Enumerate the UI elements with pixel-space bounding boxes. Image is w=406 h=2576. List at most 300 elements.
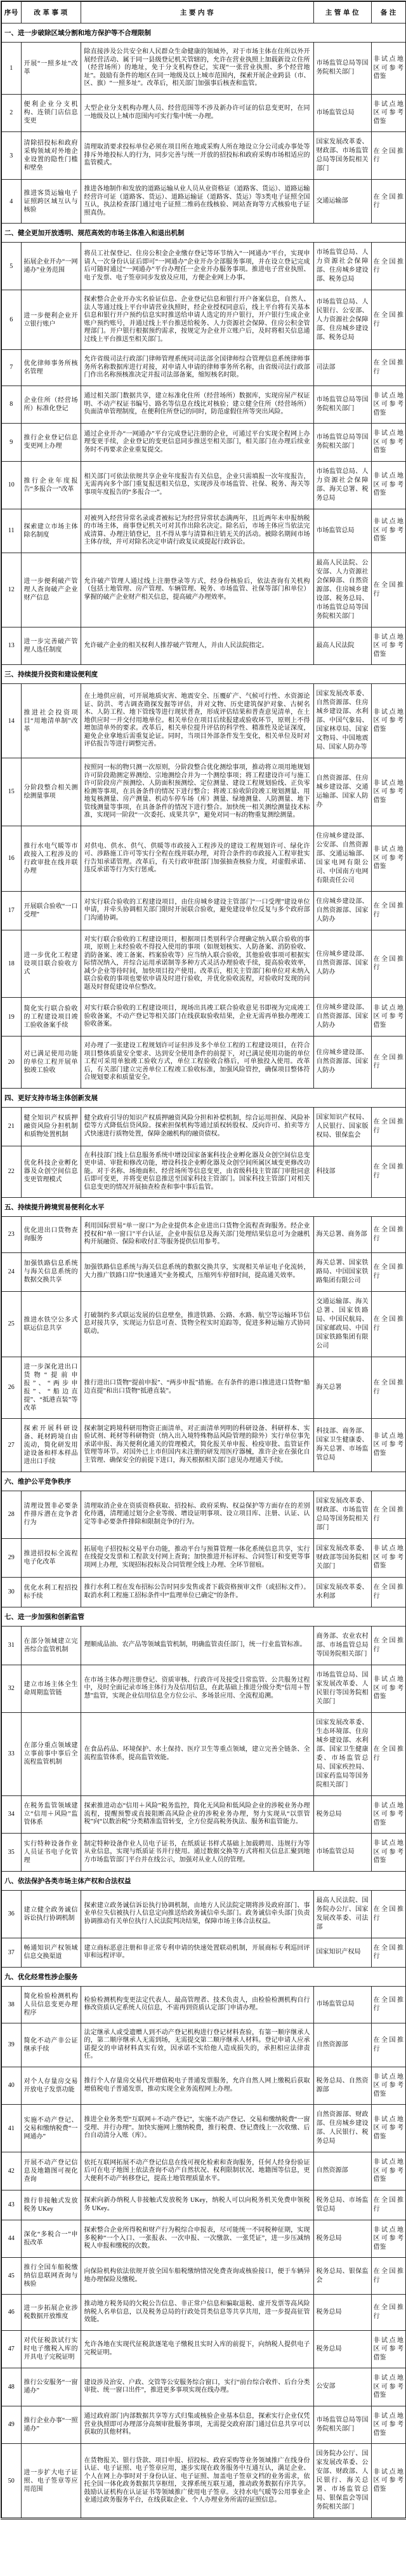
row-number-cell: 16 — [1, 826, 21, 891]
reform-item-cell: 在部分重点领域建立事前事中事后全流程监管机制 — [21, 1712, 81, 1795]
main-content-cell: 检验检测机构变更法定代表人、最高管理者、技术负责人，由检验检测机构自行修改资质认定系统人员信息，不需再到资质认定部门申请办理。 — [81, 1986, 313, 2023]
remark-cell: 在全国推行 — [371, 1146, 406, 1198]
responsible-unit-cell: 海关总署 — [313, 1357, 371, 1418]
section-title: 五、持续提升跨境贸易便利化水平 — [1, 1198, 406, 1217]
table-row — [1, 1252, 406, 1291]
responsible-unit-cell: 国家发展改革委、水利部 — [313, 1577, 371, 1607]
table-header-row — [1, 1, 406, 23]
responsible-unit-cell: 市场监管总局、人力资源社会保障部、住房城乡建设部、税务总局 — [313, 243, 371, 290]
row-number-cell: 49 — [1, 2406, 21, 2444]
section-header-row — [1, 665, 406, 684]
table-row — [1, 2258, 406, 2295]
table-row — [1, 1795, 406, 1834]
main-content-cell: 在食品药品、环境保护、水土保持、医疗卫生等重点领域，建立完善全链条、全流程监管体系，提高监管效能。 — [81, 1712, 313, 1795]
reform-item-cell: 推行全国车船税缴纳信息联网查询与核验 — [21, 2258, 81, 2295]
table-row — [1, 1986, 406, 2023]
responsible-unit-cell: 市场监管总局等国务院相关部门 — [313, 2406, 371, 2444]
row-number-cell: 17 — [1, 891, 21, 930]
row-number-cell: 35 — [1, 1834, 21, 1872]
responsible-unit-cell: 市场监管总局等国务院相关部门 — [313, 386, 371, 424]
responsible-unit-cell: 住房城乡建设部、自然资源部、国家人防办 — [313, 1036, 371, 1089]
remark-cell: 非试点地区可参考借鉴 — [371, 1795, 406, 1834]
responsible-unit-cell: 交通运输部、海关总署、国家铁路局、中国民航局、国家邮政局、中国国家铁路集团有限公司 — [313, 1291, 371, 1357]
table-row — [1, 424, 406, 462]
responsible-unit-cell: 市场监管总局 — [313, 94, 371, 132]
section-title: 七、进一步加强和创新监管 — [1, 1607, 406, 1626]
section-title: 八、依法保护各类市场主体产权和合法权益 — [1, 1871, 406, 1890]
row-number-cell: 8 — [1, 386, 21, 424]
reform-item-cell: 深化“多税合一”申报改革 — [21, 2220, 81, 2258]
row-number-cell: 26 — [1, 1357, 21, 1418]
row-number-cell: 36 — [1, 1890, 21, 1938]
responsible-unit-cell: 最高人民法院 — [313, 627, 371, 665]
section-title: 九、优化经常性涉企服务 — [1, 1967, 406, 1986]
main-content-cell: 允许破产管理人通过线上注册登录等方式，经身份核验后，依法查询有关机构（包括土地管理、房产管理、车辆管理、税务、市场监管、社保等部门和单位）掌握的破产企业财产相关信息，提高破产办理效率。 — [81, 553, 313, 627]
responsible-unit-cell: 交通运输部 — [313, 180, 371, 224]
remark-cell: 非试点地区可参考借鉴 — [371, 2220, 406, 2258]
main-content-cell: 通过企业开办“一网通办”平台完成登记注册的企业，可通过平台实现全程网上办理变更手续，企业登记的变更信息同步推送至相关部门，相关部门在办理后续业务时不再要求企业重复提交。 — [81, 424, 313, 462]
remark-cell: 非试点地区可参考借鉴 — [371, 94, 406, 132]
row-number-cell: 32 — [1, 1665, 21, 1712]
section-title: 一、进一步破除区域分割和地方保护等不合理限制 — [1, 23, 406, 43]
reform-item-cell: 对已满足使用功能的单位工程开展单独竣工验收 — [21, 1036, 81, 1089]
remark-cell: 在全国推行 — [371, 1938, 406, 1967]
remark-cell: 在全国推行 — [371, 1890, 406, 1938]
reform-item-cell: 实行特种设备作业人员证书电子化管理 — [21, 1834, 81, 1872]
row-number-cell: 41 — [1, 2105, 21, 2152]
main-content-cell: 在货物报关、银行贷款、项目申报、招投标、政府采购等业务领域推广在线身份认证、电子证照、电子签章应用，逐步实现在政务服务中互通互认，满足企业、个人在网上办事时对于身份认证、电子证照、加盖电子签章文档的业务需求，依托全国一体化政务数据共享枢纽，支撑系统互联互通，推动政务数据有序共享。鼓励认证机构在认证证书等领域推广使用电子签章。支持水电气暖等公用事业企业通过政务服务平台，在线获取企业、个人办理业务所需的证照信息。 — [81, 2444, 313, 2519]
main-content-cell: 打破制约多式联运发展的信息壁垒，推进铁路、公路、水路、航空等运输环节信息对接共享，实现运力信息可查、货物全程实时追踪等，促进多种运输方式协同联动。 — [81, 1291, 313, 1357]
reform-item-cell: 在税务监管领域建立“信用＋风险”监管体系 — [21, 1795, 81, 1834]
reform-item-cell: 推进客货运输电子证照跨区域互认与核验 — [21, 180, 81, 224]
responsible-unit-cell: 市场监管总局等国务院相关部门 — [313, 424, 371, 462]
main-content-cell: 对实行联合验收的工程建设项目，由住房城乡建设主管部门“一口受理”建设单位申请，并牵头协调相关部门限时开展联合验收，避免建设单位反复与多个政府部门沟通协调。 — [81, 891, 313, 930]
row-number-cell: 48 — [1, 2368, 21, 2406]
reform-item-cell: 开展不动产登记信息及地籍图可视化查询 — [21, 2152, 81, 2190]
main-content-cell: 探索整合企业开办实名验证信息、企业登记信息和银行开户备案信息，自然人、法人等通过线上平台申请营业执照时，经企业授权同意后，线上平台将有关基本信息和银行开户预约信息实时推送给申请人选定的开户银行，开户银行生成企业账户预约账号，并通过线上平台推送给税务、人力资源社会保障、住房公积金管理部门。开户银行根据预约需求，按规定为企业开立账户后，及时将相关信息通过线上平台推送至相关部门。 — [81, 290, 313, 350]
reform-item-cell: 推进招投标全流程电子化改革 — [21, 1538, 81, 1577]
responsible-unit-cell: 国家发展改革委、自然资源部、住房城乡建设部、水利部、中国气象局、国家林草局、国家文物局、中国地震局、国家人防办等 — [313, 684, 371, 758]
remark-cell: 非试点地区可参考借鉴 — [371, 826, 406, 891]
reform-item-cell: 进一步扩大电子证照、电子签章等应用范围 — [21, 2444, 81, 2519]
responsible-unit-cell: 自然资源部、财政部、住房城乡建设部、人民银行、税务总局 — [313, 2105, 371, 2152]
remark-cell: 非试点地区可参考借鉴 — [371, 2105, 406, 2152]
responsible-unit-cell: 税务总局 — [313, 1795, 371, 1834]
main-content-cell: 加强铁路信息系统与海关信息系统的数据交换共享，实现相关单证电子化流转，大力推广铁路口岸“快速通关”业务模式，压缩列车停留时间，提高通关效率。 — [81, 1252, 313, 1291]
main-content-cell: 在市场主体办理注册登记、资质审核、行政许可及接受日常监管、公共服务过程中，及时全面记录市场主体行为及信用信息，在此基础上推进分级分类“信用＋智慧”监管，实现企业信用信息全方位公示、多场景应用、全流程追溯。 — [81, 1665, 313, 1712]
row-number-cell: 43 — [1, 2190, 21, 2220]
remark-cell: 非试点地区可参考借鉴 — [371, 1834, 406, 1872]
responsible-unit-cell: 司法部 — [313, 350, 371, 386]
remark-cell: 在全国推行 — [371, 1577, 406, 1607]
main-content-cell: 探索制定跨境科研用物资正面清单，对正面清单列明的科研设备、科研样本、实验试剂、耗材等科研物资（纳入出入境特殊物品风险管理的除外）实行单位事先承诺申报、海关便利化通关的管理模式，简化报关单申报、检疫审批、监管证件管理等环节。对国外已上市但国内未注册的研发用医疗器械，准许企业在强化自主管理、确保安全的前提下进口，海关根据相关部门意见办理通关手续。 — [81, 1418, 313, 1472]
table-row — [1, 930, 406, 998]
remark-cell: 在全国推行 — [371, 350, 406, 386]
row-number-cell: 23 — [1, 1217, 21, 1253]
responsible-unit-cell: 最高人民法院、公安部、人力资源社会保障部、自然资源部、住房城乡建设部、税务总局、市场监管总局等国务院相关部门 — [313, 553, 371, 627]
main-content-cell: 通过相关部门数据共享，建立标准化住所（经营场所）数据库，实现房屋产权证明、不动产权证书编号、路名等信息在线比对核验；建立健全住所（经营场所）负面清单管理制度，在便利住所登记的同时，防范虚假住所等突出风险。 — [81, 386, 313, 424]
main-content-cell: 清理取消要求投标单位必须在项目所在地或采购人所在地设立分公司或办事处等排斥外地投标人的行为，同步完善与统一开放的招投标和政府采购市场相适应的监管模式。 — [81, 132, 313, 180]
row-number-cell: 11 — [1, 509, 21, 553]
main-content-cell: 允许省级司法行政部门律师管理系统同司法部全国律师综合管理信息系统律师事务所名称数据库进行对接，对申请人申请的律师事务所名称，由省级司法行政部门作出名称预核准决定并报司法部备案，缩短核名时限。 — [81, 350, 313, 386]
reform-item-cell: 探索建立市场主体除名制度 — [21, 509, 81, 553]
responsible-unit-cell: 税务总局、银保监会 — [313, 2258, 371, 2295]
responsible-unit-cell: 国家发展改革委、财政部、市场监管总局等国务院相关部门 — [313, 132, 371, 180]
remark-cell: 在全国推行 — [371, 2295, 406, 2331]
remark-cell: 在全国推行 — [371, 1036, 406, 1089]
responsible-unit-cell: 住房城乡建设部、自然资源部、国家人防办 — [313, 930, 371, 998]
table-row — [1, 1665, 406, 1712]
remark-cell: 在全国推行 — [371, 1217, 406, 1253]
main-content-cell: 依托互联网拓展不动产登记信息在线可视化检索和查询服务，任何人经身份验证后可在电子地图上依法查询不动产自然状况、权利限制状况、地籍图等信息，更大便利不动产转移登记，提高土地管理质量水平。 — [81, 2152, 313, 2190]
table-row — [1, 1577, 406, 1607]
row-number-cell: 19 — [1, 998, 21, 1036]
reform-item-cell: 分阶段整合相关测绘测量事项 — [21, 758, 81, 826]
main-content-cell: 利用国际贸易“单一窗口”为企业提供本企业进出口货物全流程查询服务。经企业授权和“单一窗口”平台认证，企业申报信息及海关部门处理结果信息可为金融机构开展融资、保险和收付汇等服务提供信用参考。 — [81, 1217, 313, 1253]
row-number-cell: 40 — [1, 2067, 21, 2105]
row-number-cell: 31 — [1, 1626, 21, 1665]
main-content-cell: 理顺成品油、农产品等领域监管机制，明确监管责任部门，统一行业监管标准。 — [81, 1626, 313, 1665]
responsible-unit-cell: 海关总署、国家铁路局、中国国家铁路集团有限公司 — [313, 1252, 371, 1291]
section-header-row — [1, 1472, 406, 1491]
reform-item-cell: 优化科技企业孵化器及众创空间信息变更管理模式 — [21, 1146, 81, 1198]
row-number-cell: 7 — [1, 350, 21, 386]
table-row — [1, 1107, 406, 1146]
main-content-cell: 建设涉及治安、户政、交管等公安服务综合窗口，实行“前台综合收件、后台分类审批、统一窗口出件”，推进更多事项实现在线办理。 — [81, 2368, 313, 2406]
reform-item-cell: 畅通知识产权领域信息交换渠道 — [21, 1938, 81, 1967]
remark-cell: 非试点地区可参考借鉴 — [371, 509, 406, 553]
reform-item-cell: 进一步便利企业开立银行账户 — [21, 290, 81, 350]
reform-item-cell: 清除招投标和政府采购领域对外地企业设置的隐性门槛和壁垒 — [21, 132, 81, 180]
table-row — [1, 1938, 406, 1967]
table-row — [1, 2105, 406, 2152]
responsible-unit-cell: 国家知识产权局、人民银行、国家版权局、银保监会 — [313, 1107, 371, 1146]
reform-item-cell: 在部分领域建立完善综合监管机制 — [21, 1626, 81, 1665]
main-content-cell: 推进各地制作和发放的道路运输从业人员从业资格证（道路客、货运）、道路运输经营许可证（道路客、货运）、道路运输证（道路客、货运）等3类电子证照全国互认，执法检查部门通过电子证照二维码在线核验、网站查询等方式核验电子证照真伪。 — [81, 180, 313, 224]
col-header-serial-no: 序号 — [1, 1, 21, 23]
reform-item-cell: 推行公安服务“一窗通办” — [21, 2368, 81, 2406]
remark-cell: 非试点地区可参考借鉴 — [371, 758, 406, 826]
table-row — [1, 1418, 406, 1472]
row-number-cell: 33 — [1, 1712, 21, 1795]
row-number-cell: 12 — [1, 553, 21, 627]
table-row — [1, 1538, 406, 1577]
remark-cell: 非试点地区可参考借鉴 — [371, 627, 406, 665]
main-content-cell: 将员工社保登记、住房公积金企业缴存登记等环节纳入“一网通办”平台，实现申请人一次身份认证后即可“一网通办”企业开办全部服务事项，并在设立登记完成后可随时通过“一网通办”平台办理任一企业开办服务事项。推进电子营业执照、电子发票、电子签章同步发放及应用，方便企业网上办事。 — [81, 243, 313, 290]
table-row — [1, 1712, 406, 1795]
section-header-row — [1, 23, 406, 43]
reform-item-cell: 简化检验检测机构人员信息变更办理程序 — [21, 1986, 81, 2023]
row-number-cell: 3 — [1, 132, 21, 180]
responsible-unit-cell: 税务总局、市场监管总局 — [313, 2190, 371, 2220]
table-row — [1, 826, 406, 891]
table-row — [1, 1036, 406, 1089]
reform-item-cell: 清理设置非必要条件排斥潜在竞争者行为 — [21, 1491, 81, 1538]
section-title: 四、更好支持市场主体创新发展 — [1, 1088, 406, 1107]
responsible-unit-cell: 住房城乡建设部、自然资源部、国家人防办 — [313, 891, 371, 930]
reform-item-cell: 进一步深化进出口货物“提前申报”、“两步申报”、“船边直提”、“抵港直装”等改革 — [21, 1357, 81, 1418]
row-number-cell: 22 — [1, 1146, 21, 1198]
remark-cell: 非试点地区可参考借鉴 — [371, 2368, 406, 2406]
reform-item-cell: 建立健全政务诚信诉讼执行协调机制 — [21, 1890, 81, 1938]
row-number-cell: 27 — [1, 1418, 21, 1472]
table-row — [1, 132, 406, 180]
table-row — [1, 509, 406, 553]
remark-cell: 在全国推行 — [371, 930, 406, 998]
main-content-cell: 在科技部门线上信息服务系统中增设国家备案科技企业孵化器及众创空间信息变更申请、审批和修改功能，增设科技企业孵化器及众创空间所属区域变更修改功能。对于名称、场地面积、经营场所等信息变更，由省级科技主管部门审批同意后即可变更，并将变更信息推送至国家科技主管部门。国家科技主管部门对相关信息变更的情况开展抽查检查和事中事后监管。 — [81, 1146, 313, 1198]
remark-cell: 非试点地区可参考借鉴 — [371, 2406, 406, 2444]
section-title: 三、持续提升投资和建设便利度 — [1, 665, 406, 684]
reform-item-cell: 加强铁路信息系统与海关信息系统的数据交换共享 — [21, 1252, 81, 1291]
table-row — [1, 627, 406, 665]
row-number-cell: 50 — [1, 2444, 21, 2519]
row-number-cell: 2 — [1, 94, 21, 132]
row-number-cell: 1 — [1, 43, 21, 95]
main-content-cell: 清理取消企业在资质资格获取、招投标、政府采购、权益保护等方面存在的差别化待遇，清理通过划分企业等级、增设证明事项、设立项目库、注册、认证、认定等非必要条件排除和限制竞争的行为。 — [81, 1491, 313, 1538]
remark-cell: 非试点地区可参考借鉴 — [371, 998, 406, 1036]
row-number-cell: 10 — [1, 461, 21, 509]
section-title: 六、维护公平竞争秩序 — [1, 1472, 406, 1491]
remark-cell: 非试点地区可参考借鉴 — [371, 424, 406, 462]
main-content-cell: 探索整合企业所得税和财产行为税综合申报表，尽可能统一不同税种征期，实现多税种“一个入口、一张报表、一次申报、一次缴款、一张凭证”，进一步压减纳税人申报和缴税的次数。 — [81, 2220, 313, 2258]
responsible-unit-cell: 国务院办公厅、国家发展改革委、公安部、财政部、人民银行、海关总署、市场监管总局、银保监会等国务院相关部门 — [313, 2444, 371, 2519]
main-content-cell: 对实行联合验收的工程建设项目，现场出具竣工联合验收意见书即视为完成竣工验收备案，不动产登记等相关部门在线获取验收结果，企业无需再单独办理竣工验收备案。 — [81, 998, 313, 1036]
row-number-cell: 46 — [1, 2295, 21, 2331]
table-row — [1, 180, 406, 224]
remark-cell: 非试点地区可参考借鉴 — [371, 684, 406, 758]
row-number-cell: 30 — [1, 1577, 21, 1607]
row-number-cell: 29 — [1, 1538, 21, 1577]
main-content-cell: 推行个人存量房交易代开增值税电子普通发票服务，允许自然人网上缴税后获取增值税电子普通发票，推动实现全业务流程网上办理。 — [81, 2067, 313, 2105]
row-number-cell: 21 — [1, 1107, 21, 1146]
remark-cell: 非试点地区可参考借鉴 — [371, 2152, 406, 2190]
responsible-unit-cell: 市场监管总局 — [313, 1834, 371, 1872]
main-content-cell: 允许各地在实现代征税款逐笔电子缴税且实时入库的前提下，向纳税人提供电子完税证明。 — [81, 2330, 313, 2368]
row-number-cell: 4 — [1, 180, 21, 224]
remark-cell: 非试点地区可参考借鉴 — [371, 43, 406, 95]
remark-cell: 非试点地区可参考借鉴 — [371, 386, 406, 424]
col-header-responsible-unit: 主 管 单 位 — [313, 1, 371, 23]
main-content-cell: 对办理了一张建设工程规划许可证但涉及多个单位工程的工程建设项目，在符合项目整体质量安全要求、达到安全使用条件的前提下，对已满足使用功能的单位工程可采用单独竣工验收方式，单位工程验收合格后，可单独投入使用。改革后，有关部门建立完善单位工程竣工验收标准，加强风险管控，确保项目整体符合规划要求和质量安全。 — [81, 1036, 313, 1089]
reform-item-cell: 对个人存量房交易开放电子发票功能 — [21, 2067, 81, 2105]
row-number-cell: 15 — [1, 758, 21, 826]
table-row — [1, 43, 406, 95]
table-row — [1, 2295, 406, 2331]
main-content-cell: 在土地供应前，可开展地质灾害、地震安全、压覆矿产、气候可行性、水资源论证、防洪、考古调查勘探发掘等评估，并对文物、历史建筑保护对象、古树名木、人防工程、地下管线等进行现状普查，形成评估结果和普查意见清单，在土地供应时一并交付用地单位。相关单位在项目后续报建或验收环节，原则上不得增加清单外的要求。改革后，相关单位提升评估的科学性、精准性及论证深度，避免企业拿地后需重复论证。同时，当项目外部条件发生变化，相关单位及时对评估报告等进行调整完善。 — [81, 684, 313, 758]
responsible-unit-cell: 国家知识产权局 — [313, 1938, 371, 1967]
reform-item-cell: 简化不动产非公证继承手续 — [21, 2023, 81, 2067]
reform-item-cell: 企业住所（经营场所）标准化登记 — [21, 386, 81, 424]
table-row — [1, 891, 406, 930]
remark-cell: 在全国推行 — [371, 1986, 406, 2023]
remark-cell: 非试点地区可参考借鉴 — [371, 2330, 406, 2368]
remark-cell: 在全国推行 — [371, 1491, 406, 1538]
table-row — [1, 243, 406, 290]
table-row — [1, 2444, 406, 2519]
table-row — [1, 1890, 406, 1938]
row-number-cell: 9 — [1, 424, 21, 462]
responsible-unit-cell: 税务总局 — [313, 2220, 371, 2258]
row-number-cell: 24 — [1, 1252, 21, 1291]
remark-cell: 在全国推行 — [371, 243, 406, 290]
reform-item-cell: 进一步便利破产管理人查询破产企业财产信息 — [21, 553, 81, 627]
remark-cell: 在全国推行 — [371, 132, 406, 180]
table-row — [1, 998, 406, 1036]
reform-item-cell: 优化律师事务所核名管理 — [21, 350, 81, 386]
remark-cell: 非试点地区可参考借鉴 — [371, 1418, 406, 1472]
table-row — [1, 2368, 406, 2406]
row-number-cell: 13 — [1, 627, 21, 665]
reform-item-cell: 优化进出口货物查询服务 — [21, 1217, 81, 1253]
remark-cell: 在全国推行 — [371, 1712, 406, 1795]
reform-item-cell: 推进水铁空公多式联运信息共享 — [21, 1291, 81, 1357]
responsible-unit-cell: 市场监管总局、人力资源社会保障部、海关总署、税务总局 — [313, 461, 371, 509]
table-row — [1, 553, 406, 627]
main-content-cell: 探索建立政务诚信诉讼执行协调机制，由地方人民法院定期将涉及政府部门、事业单位失信被执行人信息定向推送给政务诚信牵头部门。政务诚信牵头部门负责协调推动有关单位执行人民法院判决结果，保障市场主体合法权益。 — [81, 1890, 313, 1938]
remark-cell: 在全国推行 — [371, 1107, 406, 1146]
row-number-cell: 42 — [1, 2152, 21, 2190]
main-content-cell: 健全政府引导的知识产权质押融资风险分担和补偿机制，综合运用担保、风险补偿等方式降低信贷风险。探索担保机构等通过质权转股权、反向许可、拍卖等方式快速进行质物处置，保障金融机构的融资债权。 — [81, 1107, 313, 1146]
responsible-unit-cell: 国家发展改革委、财政部、市场监管总局等国务院相关部门 — [313, 1491, 371, 1538]
table-row — [1, 2220, 406, 2258]
remark-cell: 在全国推行 — [371, 1357, 406, 1418]
table-row — [1, 2067, 406, 2105]
remark-cell: 在全国推行 — [371, 290, 406, 350]
reform-item-cell: 推行水电气暖等市政接入工程涉及的行政审批在线并联办理 — [21, 826, 81, 891]
responsible-unit-cell: 自然资源部 — [313, 2152, 371, 2190]
responsible-unit-cell: 市场监管总局等国务院相关部门 — [313, 43, 371, 95]
main-content-cell: 制定特种设备作业人员电子证书，在纸质证书样式基础上加载聘用、违规行为等从业信息，实现与纸质证书并行使用。通过数据交换等方式将相关信息汇聚到地方市场监管部门平台并在线公示，加强对从业人员的管理。 — [81, 1834, 313, 1872]
remark-cell: 非试点地区可参考借鉴 — [371, 461, 406, 509]
row-number-cell: 20 — [1, 1036, 21, 1089]
row-number-cell: 47 — [1, 2330, 21, 2368]
reform-item-cell: 进一步拓展企业涉税数据开放维度 — [21, 2295, 81, 2331]
reform-item-cell: 推行企业年度报告“多报合一”改革 — [21, 461, 81, 509]
row-number-cell: 5 — [1, 243, 21, 290]
table-row — [1, 94, 406, 132]
reform-item-cell: 优化水利工程招投标手续 — [21, 1577, 81, 1607]
row-number-cell: 28 — [1, 1491, 21, 1538]
table-row — [1, 2190, 406, 2220]
section-header-row — [1, 1198, 406, 1217]
row-number-cell: 44 — [1, 2220, 21, 2258]
remark-cell: 非试点地区可参考借鉴 — [371, 1665, 406, 1712]
table-row — [1, 758, 406, 826]
main-content-cell: 相关部门可依法依规共享企业年度报告有关信息，企业只需填报一次年度报告，无需再向多个部门重复报送相关信息，实现涉及市场监管、社保、税务、海关等事项年度报告的“多报合一”。 — [81, 461, 313, 509]
remark-cell: 非试点地区可参考借鉴 — [371, 2067, 406, 2105]
row-number-cell: 39 — [1, 2023, 21, 2067]
row-number-cell: 37 — [1, 1938, 21, 1967]
main-content-cell: 允许破产企业的相关权利人推荐破产管理人，并由人民法院指定。 — [81, 627, 313, 665]
table-row — [1, 1834, 406, 1872]
responsible-unit-cell: 国家发展改革委、财政部等国务院相关部门 — [313, 1538, 371, 1577]
table-row — [1, 2152, 406, 2190]
table-row — [1, 1491, 406, 1538]
responsible-unit-cell: 科技部 — [313, 1146, 371, 1198]
main-content-cell: 推行水利工程在发布招标公告时同步发售或者下载资格预审文件（或招标文件）。取消水利工程施工招标条件中“监理单位已确定”的条件。 — [81, 1577, 313, 1607]
table-row — [1, 684, 406, 758]
table-row — [1, 461, 406, 509]
remark-cell: 在全国推行 — [371, 1252, 406, 1291]
row-number-cell: 25 — [1, 1291, 21, 1357]
responsible-unit-cell: 海关总署、商务部 — [313, 1217, 371, 1253]
responsible-unit-cell: 市场监管总局 — [313, 509, 371, 553]
responsible-unit-cell: 税务总局 — [313, 2330, 371, 2368]
table-row — [1, 1217, 406, 1253]
reform-item-cell: 建立市场主体全生命周期监管链 — [21, 1665, 81, 1712]
main-content-cell: 对被列入经营异常名录或者被标记为经营异常状态满两年，且近两年未申报纳税的市场主体，商事登记机关可对其作出除名决定。除名后，市场主体应当依法完成清算、办理注销登记，且不得从事与清算和注销无关的活动。被除名期间市场主体存续，并可对除名决定申请行政复议或提起行政诉讼。 — [81, 509, 313, 553]
table-row — [1, 290, 406, 350]
main-content-cell: 法定继承人或受遗赠人到不动产登记机构进行登记材料查验，有第一顺序继承人的，第二顺序继承人无需到场，无需提交第二顺序继承人材料。登记申请人应承诺提交的申请材料真实有效，因承诺不实给他人造成损失的，承担相应法律责任。 — [81, 2023, 313, 2067]
table-row — [1, 1291, 406, 1357]
reform-item-cell: 对代征税款试行实时电子缴税入库的开具电子完税证明 — [21, 2330, 81, 2368]
main-content-cell: 向保险机构依法依规开放全国车船税缴纳情况免费查询或核验接口，便于车辆异地办理保险及缴税。 — [81, 2258, 313, 2295]
table-row — [1, 2330, 406, 2368]
responsible-unit-cell: 住房城乡建设部、自然资源部、国家人防办 — [313, 998, 371, 1036]
main-content-cell: 对实行联合验收的工程建设项目，根据项目类别科学合理确定纳入联合验收的事项，原则上未经验收不得投入使用的事项（如规划核实、人防备案、消防验收、消防备案、竣工备案、档案验收等）应当纳入联合验收，其他验收事项可根据实际情况纳入，并综合运用承诺制等多种方式灵活办理验收手续，提高验收效率，减少企业等待时间，加快项目投产使用。改革后，相关主管部门和单位对未纳入联合验收的事项也要依申请及时进行验收，并优化验收流程，对验收时发现的问题及时督促建设单位整改。 — [81, 930, 313, 998]
table-row — [1, 2406, 406, 2444]
responsible-unit-cell: 公安部 — [313, 2368, 371, 2406]
remark-cell: 在全国推行 — [371, 2023, 406, 2067]
table-row — [1, 1357, 406, 1418]
main-content-cell: 拓展电子招投标交易平台功能，推动平台与预算管理一体化系统信息共享，实行在线提交发票和工程款支付网上查询；加快推进开标评标、合同签订和变更等事项网上办理，实现招标投标及合同管理全线上办理、全环节留痕。 — [81, 1538, 313, 1577]
reform-item-cell: 简化实行联合验收的工程建设项目竣工验收备案手续 — [21, 998, 81, 1036]
remark-cell: 在全国推行 — [371, 1626, 406, 1665]
responsible-unit-cell: 国家发展改革委、生态环境部、住房城乡建设部、水利部、国家卫生健康委、市场监管总局、国家疾控局、国家药监局等国务院相关部门 — [313, 1712, 371, 1795]
responsible-unit-cell: 自然资源部、住房城乡建设部、交通运输部、国家人防办 — [313, 758, 371, 826]
table-row — [1, 1626, 406, 1665]
row-number-cell: 14 — [1, 684, 21, 758]
reform-item-cell: 实施不动产登记、交易和缴纳税费“一网通办” — [21, 2105, 81, 2152]
section-header-row — [1, 1871, 406, 1890]
reform-item-cell: 拓展企业开办“一网通办”业务范围 — [21, 243, 81, 290]
main-content-cell: 大型企业分支机构办理人员、经营范围等不涉及新办许可证的信息变更时，在同一地级及以上城市范围内可实行集中统一办理。 — [81, 94, 313, 132]
responsible-unit-cell: 最高人民法院、国务院办公厅、国家发展改革委、司法部 — [313, 1890, 371, 1938]
section-header-row — [1, 1607, 406, 1626]
col-header-remark: 备 注 — [371, 1, 406, 23]
responsible-unit-cell: 商务部、农业农村部、市场监管总局等国务院相关部门 — [313, 1626, 371, 1665]
main-content-cell: 按照同一标的物只测一次原则，分阶段整合优化测绘事项，推动将立项用地规划许可阶段勘测定界测绘、宗地测绘合并为一个测绘事项；将工程建设许可与施工许可阶段房产预测绘、人防面积预测绘、定位测量、建设工程规划验线、正负零检测等事项，在具备条件的情况下进行整合；将竣工验收阶段竣工规划测量、用地复核测量、房产测量、机动车停车场（库）测量、绿地测量、人防测量、地下管线测量等事项，在具备条件的情况下进行整合。加快统一相关测绘测量技术标准，实现同一阶段“一次委托、成果共享”，避免对同一标的物重复测绘测量。 — [81, 758, 313, 826]
row-number-cell: 6 — [1, 290, 21, 350]
table-row — [1, 386, 406, 424]
row-number-cell: 34 — [1, 1795, 21, 1834]
main-content-cell: 推进全业务类型“互联网＋不动产登记”，实施不动产登记、交易和缴纳税费“一窗受理、并行办理”。加快实施网上缴纳税费，推行税费、登记费线上一次收缴、后台自动清分入账（库）。 — [81, 2105, 313, 2152]
responsible-unit-cell: 税务总局、自然资源部 — [313, 2067, 371, 2105]
main-content-cell: 建立商标恶意注册和非正常专利申请的快速处置联动机制，开展商标专利巡回评审和远程评审。 — [81, 1938, 313, 1967]
responsible-unit-cell: 自然资源部 — [313, 2023, 371, 2067]
main-content-cell: 通过政府部门内部数据共享等方式归集或核验企业基本信息，探索实行企业仅凭营业执照即可办理部分高频审批服务事项，无需提交政府部门通过信息共享可以获取的其他材料。 — [81, 2406, 313, 2444]
reform-items-table — [1, 1, 406, 2519]
reform-item-cell: 进一步优化工程建设项目联合验收方式 — [21, 930, 81, 998]
reform-item-cell: 推进社会投资项目“用地清单制”改革 — [21, 684, 81, 758]
col-header-main-content: 主 要 内 容 — [81, 1, 313, 23]
col-header-reform-item: 改 革 事 项 — [21, 1, 81, 23]
remark-cell: 在全国推行 — [371, 2190, 406, 2220]
reform-item-cell: 推行企业办事“一照通办” — [21, 2406, 81, 2444]
main-content-cell: 推动地方税务局的欠税公告信息、非正常户信息和骗取退税、虚开发票等高风险纳税人名单信息，以及税务总局的行政处罚类信息等共享共用，进一步提高征管效能。 — [81, 2295, 313, 2331]
remark-cell: 在全国推行 — [371, 2258, 406, 2295]
reform-item-cell: 健全知识产权质押融资风险分担机制和质物处置机制 — [21, 1107, 81, 1146]
main-content-cell: 推行进出口货物“提前申报”、“两步申报”措施。在有条件的港口推进进口货物“船边直提”和出口货物“抵港直装”。 — [81, 1357, 313, 1418]
responsible-unit-cell: 税务总局 — [313, 2295, 371, 2331]
reform-item-cell: 开展“一照多址”改革 — [21, 43, 81, 95]
table-row — [1, 350, 406, 386]
remark-cell: 在全国推行 — [371, 1291, 406, 1357]
responsible-unit-cell: 市场监管总局 — [313, 1986, 371, 2023]
reform-item-cell: 探索开展科研设备、耗材跨境自由流动，简化研发用途设备和样本样品进出口手续 — [21, 1418, 81, 1472]
responsible-unit-cell: 市场监管总局、国家发展改革委、人民银行等国务院相关部门 — [313, 1665, 371, 1712]
reform-item-cell: 进一步完善破产管理人选任制度 — [21, 627, 81, 665]
